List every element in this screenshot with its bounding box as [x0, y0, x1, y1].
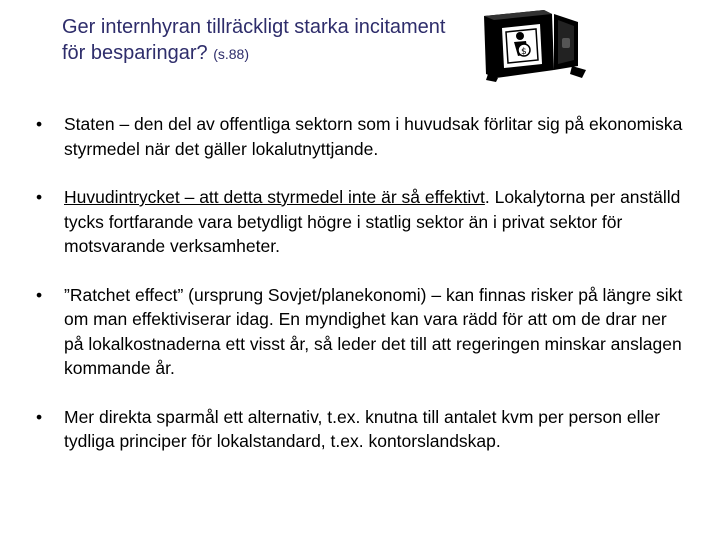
safe-icon: [474, 4, 590, 84]
svg-text:$: $: [521, 47, 527, 57]
bullet-dot: •: [36, 187, 43, 207]
bullet-item: [36, 405, 686, 454]
bullet-item: [36, 112, 686, 161]
bullet-text: Mer direkta sparmål ett alternativ, t.ex. knutna till antalet kvm per person eller tydliga principer för lokalstandard, t.ex. kontorslandskap.: [64, 406, 660, 451]
bullet-dot: •: [36, 114, 43, 134]
bullet-list: [36, 112, 686, 478]
slide-title: [62, 14, 462, 67]
bullet-dot: •: [36, 406, 43, 427]
page-reference: (s.88): [213, 46, 250, 62]
bullet-item: [36, 185, 686, 259]
bullet-text-underlined: Huvudintrycket – att detta styrmedel inte är så effektivt: [64, 187, 485, 207]
bullet-text: ”Ratchet effect” (ursprung Sovjet/planekonomi) – kan finnas risker på längre sikt om man effektiviserar idag. En myndighet kan vara rädd för att om de drar ner på lokalkostnaderna ett visst år, så leder det till att regeringen minskar anslagen kommande år.: [64, 284, 683, 378]
bullet-text: . Lokalytorna per anställd tycks fortfarande vara betydligt högre i statlig sektor än i privat sektor för motsvarande verksamheter.: [64, 187, 681, 256]
bullet-dot: •: [36, 284, 43, 305]
bullet-item: [36, 283, 686, 381]
title-text: Ger internhyran tillräckligt starka incitament för besparingar?: [62, 16, 446, 64]
bullet-text: Staten – den del av offentliga sektorn som i huvudsak förlitar sig på ekonomiska styrmedel när det gäller lokalutnyttjande.: [64, 114, 683, 159]
